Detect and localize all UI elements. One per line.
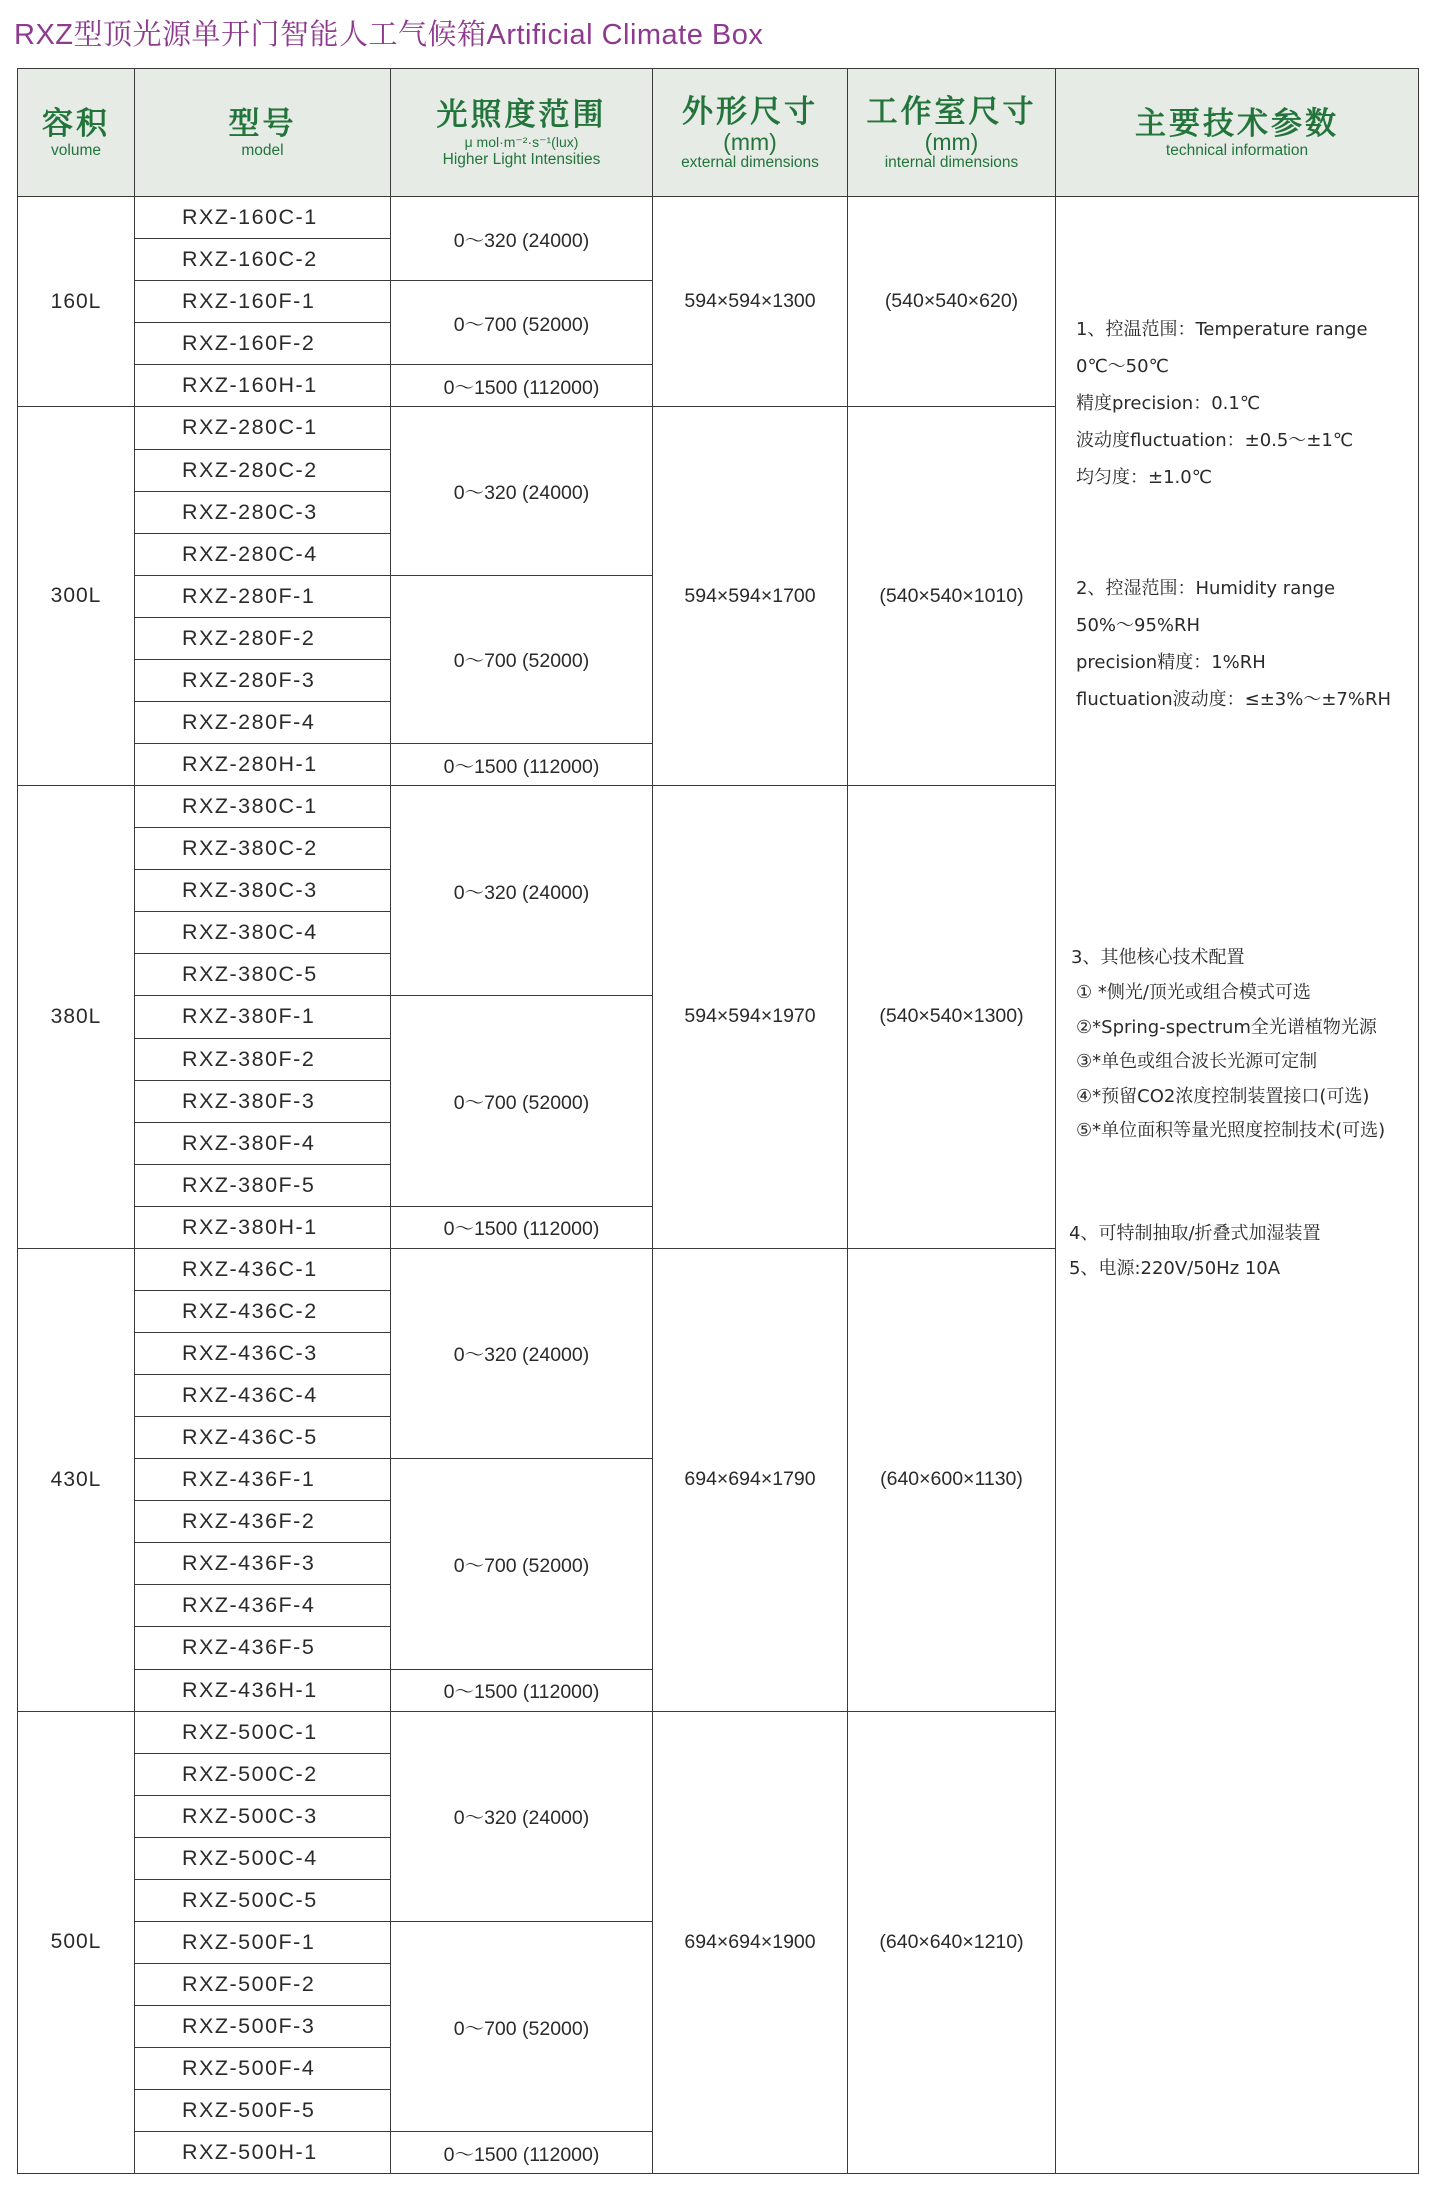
external-dimensions-cell: 694×694×1790: [653, 1248, 848, 1711]
header-internal: [848, 69, 1056, 197]
light-range-cell: 0～320 (24000): [391, 197, 653, 281]
tech-info-line: ③*单色或组合波长光源可定制: [1076, 1051, 1318, 1072]
header-model-zh: 型号: [228, 105, 297, 142]
page-title: RXZ型顶光源单开门智能人工气候箱Artificial Climate Box: [14, 19, 764, 51]
model-cell: RXZ-436F-3: [135, 1543, 391, 1585]
internal-dimensions-cell: (540×540×1010): [848, 407, 1056, 786]
model-cell: RXZ-436C-3: [135, 1333, 391, 1375]
spec-table: [17, 68, 1419, 2174]
header-volume: [18, 69, 135, 197]
tech-info-line: ④*预留CO2浓度控制装置接口(可选): [1076, 1086, 1370, 1107]
light-range-cell: 0～1500 (112000): [391, 743, 653, 785]
light-range-cell: 0～700 (52000): [391, 1459, 653, 1669]
header-tech-en: technical information: [1165, 141, 1309, 159]
model-cell: RXZ-500F-4: [135, 2048, 391, 2090]
header-external: [653, 69, 848, 197]
tech-info-line: fluctuation波动度：≤±3%～±7%RH: [1076, 689, 1392, 710]
internal-dimensions-cell: (540×540×620): [848, 197, 1056, 407]
header-tech: [1056, 69, 1419, 197]
model-cell: RXZ-436H-1: [135, 1669, 391, 1711]
model-cell: RXZ-280F-2: [135, 617, 391, 659]
tech-info-line: 波动度fluctuation：±0.5～±1℃: [1076, 430, 1354, 451]
tech-info-line: ⑤*单位面积等量光照度控制技术(可选): [1076, 1120, 1386, 1141]
light-range-cell: 0～700 (52000): [391, 996, 653, 1206]
internal-dimensions-cell: (640×600×1130): [848, 1248, 1056, 1711]
model-cell: RXZ-280F-1: [135, 575, 391, 617]
tech-info-line: 4、可特制抽取/折叠式加湿装置: [1069, 1223, 1321, 1244]
model-cell: RXZ-500H-1: [135, 2132, 391, 2174]
light-range-cell: 0～700 (52000): [391, 281, 653, 365]
tech-info-line: 2、控湿范围：Humidity range: [1076, 578, 1336, 599]
model-cell: RXZ-160F-2: [135, 323, 391, 365]
volume-cell: 160L: [18, 197, 135, 407]
external-dimensions-cell: 594×594×1300: [653, 197, 848, 407]
internal-dimensions-cell: (640×640×1210): [848, 1711, 1056, 2174]
header-internal-unit: (mm): [924, 128, 979, 155]
volume-cell: 500L: [18, 1711, 135, 2174]
tech-info-line: ① *侧光/顶光或组合模式可选: [1076, 982, 1311, 1003]
model-cell: RXZ-160C-2: [135, 239, 391, 281]
volume-cell: 430L: [18, 1248, 135, 1711]
model-cell: RXZ-380F-1: [135, 996, 391, 1038]
model-cell: RXZ-436F-5: [135, 1627, 391, 1669]
tech-info-line: 50%～95%RH: [1076, 615, 1201, 636]
header-light: [391, 69, 653, 197]
model-cell: RXZ-160H-1: [135, 365, 391, 407]
tech-info-line: 精度precision：0.1℃: [1076, 393, 1261, 414]
header-external-en: external dimensions: [681, 153, 819, 171]
tech-info-line: 3、其他核心技术配置: [1071, 947, 1245, 968]
volume-cell: 380L: [18, 786, 135, 1249]
model-cell: RXZ-500C-2: [135, 1753, 391, 1795]
model-cell: RXZ-500C-5: [135, 1879, 391, 1921]
model-cell: RXZ-280C-2: [135, 449, 391, 491]
model-cell: RXZ-500F-1: [135, 1921, 391, 1963]
tech-info-cell: [1056, 197, 1419, 2174]
light-range-cell: 0～320 (24000): [391, 1711, 653, 1921]
header-external-zh: 外形尺寸: [682, 93, 818, 130]
model-cell: RXZ-380C-4: [135, 912, 391, 954]
model-cell: RXZ-436F-4: [135, 1585, 391, 1627]
model-cell: RXZ-380C-1: [135, 786, 391, 828]
volume-cell: 300L: [18, 407, 135, 786]
external-dimensions-cell: 594×594×1970: [653, 786, 848, 1249]
header-model-en: model: [241, 141, 284, 159]
light-range-cell: 0～1500 (112000): [391, 365, 653, 407]
tech-info-line: 均匀度：±1.0℃: [1076, 467, 1212, 488]
model-cell: RXZ-280F-3: [135, 659, 391, 701]
model-cell: RXZ-380C-5: [135, 954, 391, 996]
tech-info-line: 1、控温范围：Temperature range: [1076, 319, 1368, 340]
model-cell: RXZ-280H-1: [135, 743, 391, 785]
model-cell: RXZ-436C-1: [135, 1248, 391, 1290]
header-internal-zh: 工作室尺寸: [866, 93, 1037, 130]
model-cell: RXZ-380C-3: [135, 870, 391, 912]
header-row: [18, 69, 1419, 197]
model-cell: RXZ-280F-4: [135, 701, 391, 743]
header-model: [135, 69, 391, 197]
tech-info-line: 5、电源:220V/50Hz 10A: [1069, 1258, 1281, 1279]
model-cell: RXZ-280C-1: [135, 407, 391, 449]
model-cell: RXZ-436C-2: [135, 1290, 391, 1332]
light-range-cell: 0～320 (24000): [391, 786, 653, 996]
header-volume-en: volume: [51, 141, 101, 159]
light-range-cell: 0～1500 (112000): [391, 1206, 653, 1248]
table-row: [18, 197, 1419, 239]
model-cell: RXZ-380F-4: [135, 1122, 391, 1164]
model-cell: RXZ-160C-1: [135, 197, 391, 239]
model-cell: RXZ-500C-1: [135, 1711, 391, 1753]
model-cell: RXZ-500C-3: [135, 1795, 391, 1837]
model-cell: RXZ-380F-2: [135, 1038, 391, 1080]
external-dimensions-cell: 694×694×1900: [653, 1711, 848, 2174]
tech-info-line: precision精度：1%RH: [1076, 652, 1266, 673]
spec-table-body: [18, 197, 1419, 2174]
light-range-cell: 0～1500 (112000): [391, 2132, 653, 2174]
header-tech-zh: 主要技术参数: [1135, 105, 1339, 142]
header-light-zh: 光照度范围: [436, 96, 607, 133]
header-light-en: Higher Light Intensities: [442, 150, 601, 168]
header-volume-zh: 容积: [42, 105, 110, 142]
model-cell: RXZ-500F-5: [135, 2090, 391, 2132]
tech-info-line: 0℃～50℃: [1076, 356, 1169, 377]
tech-info-line: ②*Spring-spectrum全光谱植物光源: [1076, 1017, 1377, 1038]
model-cell: RXZ-380C-2: [135, 828, 391, 870]
model-cell: RXZ-280C-4: [135, 533, 391, 575]
model-cell: RXZ-436C-5: [135, 1417, 391, 1459]
header-light-unit: μ mol·m⁻²·s⁻¹(lux): [464, 133, 579, 150]
model-cell: RXZ-436F-1: [135, 1459, 391, 1501]
external-dimensions-cell: 594×594×1700: [653, 407, 848, 786]
light-range-cell: 0～320 (24000): [391, 407, 653, 575]
model-cell: RXZ-380F-3: [135, 1080, 391, 1122]
model-cell: RXZ-280C-3: [135, 491, 391, 533]
model-cell: RXZ-436C-4: [135, 1375, 391, 1417]
internal-dimensions-cell: (540×540×1300): [848, 786, 1056, 1249]
model-cell: RXZ-160F-1: [135, 281, 391, 323]
light-range-cell: 0～700 (52000): [391, 575, 653, 743]
light-range-cell: 0～1500 (112000): [391, 1669, 653, 1711]
model-cell: RXZ-500F-3: [135, 2006, 391, 2048]
model-cell: RXZ-380H-1: [135, 1206, 391, 1248]
model-cell: RXZ-500C-4: [135, 1837, 391, 1879]
model-cell: RXZ-380F-5: [135, 1164, 391, 1206]
header-external-unit: (mm): [723, 128, 777, 155]
header-internal-en: internal dimensions: [884, 153, 1019, 171]
model-cell: RXZ-500F-2: [135, 1964, 391, 2006]
light-range-cell: 0～320 (24000): [391, 1248, 653, 1458]
light-range-cell: 0～700 (52000): [391, 1921, 653, 2131]
model-cell: RXZ-436F-2: [135, 1501, 391, 1543]
